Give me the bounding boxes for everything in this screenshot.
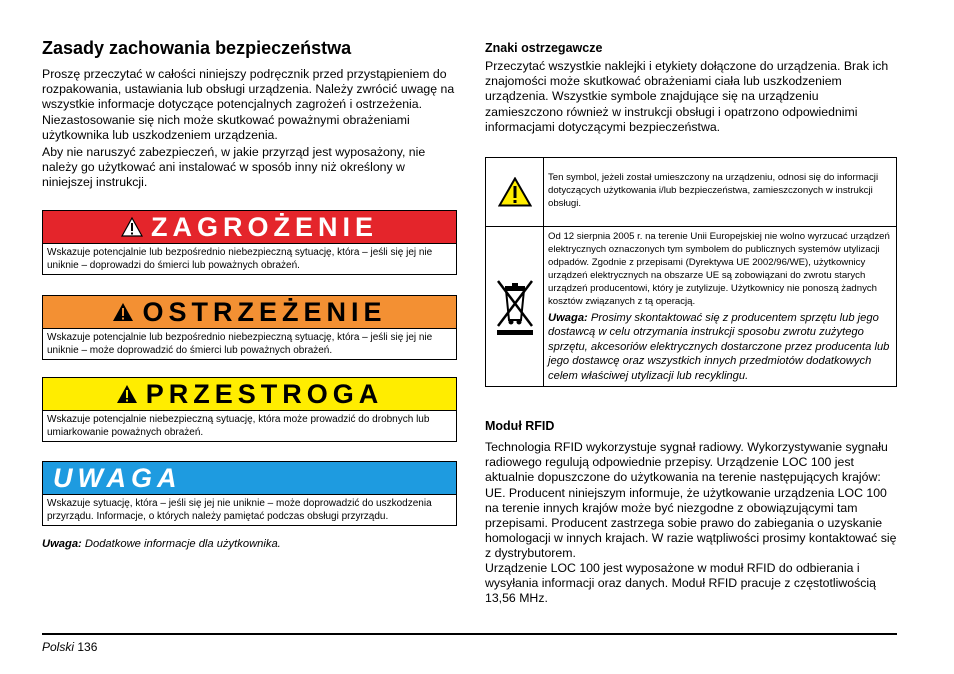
warning-header [43,296,456,329]
note-text: Dodatkowe informacje dla użytkownika. [81,538,281,550]
footer [42,640,97,654]
warning-icon [121,217,143,237]
weee-info [544,227,896,386]
note-label: Uwaga: [42,538,82,550]
danger-header [43,211,456,244]
danger-title: ZAGROŻENIE [150,211,378,242]
warning-icon [116,384,138,404]
weee-note-label: Uwaga: [548,312,588,324]
notice-text: Wskazuje sytuację, która – jeśli się jej nie uniknie – może doprowadzić do uszkodzenia przyrządu. Informacje, o których należy pamiętać podczas obsługi przyrządu. [47,498,432,522]
weee-note [548,311,891,383]
notice-title: UWAGA [53,462,182,493]
warning-box [42,295,457,360]
notice-header [43,462,456,495]
symbol-row [486,158,896,227]
caution-text: Wskazuje potencjalnie niebezpieczną sytuację, która może prowadzić do drobnych lub umiarkowanie poważnych obrażeń. [47,414,430,438]
footer-language: Polski [42,640,75,654]
caution-header [43,378,456,411]
page-number: 136 [77,640,98,654]
symbol-row [486,227,896,386]
symbol-text: Ten symbol, jeżeli został umieszczony na urządzeniu, odnosi się do informacji dotyczących użytkowania i/lub bezpieczeństwa, zamieszczonych w instrukcji obsługi. [548,172,879,209]
rfid-heading: Moduł RFID [485,419,555,433]
warning-icon [112,302,134,322]
intro-paragraph: Proszę przeczytać w całości niniejszy podręcznik przed przystąpieniem do rozpakowania, ustawiania lub obsługi urządzenia. Należy zwrócić uwagę na wszystkie informacje dotyczące potencjalnych zagrożeń i ostrzeżenia. Niezastosowanie się nich może skutkować poważnymi obrażeniami użytkownika lub uszkodzeniem urządzenia. [42,67,455,142]
weee-text: Od 12 sierpnia 2005 r. na terenie Unii Europejskiej nie wolno wyrzucać urządzeń elektrycznych oznaczonych tym symbolem do publicznych systemów utylizacji odpadów. Zgodnie z przepisami (Dyrektywa UE 2002/96/WE), użytkownicy urządzeń elektrycznych na obszarze UE są zobowiązani do zwrotu starych urządzeń producentowi, który je zutylizuje. Użytkownicy nie ponoszą żadnych kosztów związanych z tą operacją. [548,231,890,307]
symbol-table [485,157,897,387]
note-line [42,537,457,552]
caution-box [42,377,457,442]
warning-labels-heading: Znaki ostrzegawcze [485,41,603,55]
danger-text: Wskazuje potencjalnie lub bezpośrednio niebezpieczną sytuację, która – jeśli się jej nie uniknie – doprowadzi do śmierci lub poważnych obrażeń. [47,247,433,271]
notice-box [42,461,457,526]
rfid-frequency-paragraph: Urządzenie LOC 100 jest wyposażone w moduł RFID do odbierania i wysyłania informacji oraz danych. Moduł RFID pracuje z częstotliwością 13,56 MHz. [485,561,876,606]
section-heading: Zasady zachowania bezpieczeństwa [42,38,352,58]
warning-text: Wskazuje potencjalnie lub bezpośrednio niebezpieczną sytuację, która – jeśli się jej nie uniknie – może doprowadzić do śmierci lub poważnych obrażeń. [47,332,433,356]
warning-triangle-icon [486,158,544,226]
danger-box [42,210,457,275]
safety-paragraph: Aby nie naruszyć zabezpieczeń, w jakie przyrząd jest wyposażony, nie należy go użytkować ani instalować w sposób inny niż określony w niniejszej instrukcji. [42,145,426,190]
labels-paragraph: Przeczytać wszystkie naklejki i etykiety dołączone do urządzenia. Brak ich znajomości może skutkować obrażeniami ciała lub uszkodzeniem urządzenia. Wszystkie symbole znajdujące się na urządzeniu zamieszczono również w instrukcji obsługi i opatrzono odpowiednimi informacjami dotyczącymi bezpieczeństwa. [485,59,889,134]
caution-title: PRZESTROGA [145,378,384,409]
rfid-paragraph: Technologia RFID wykorzystuje sygnał radiowy. Wykorzystywanie sygnału radiowego regulują odpowiednie przepisy. Urządzenie LOC 100 jest aktualnie dopuszczone do użytkowania na terenie następujących krajów: UE. Producent niniejszym informuje, że użytkowanie urządzenia LOC 100 na terenie innych krajów może być niezgodne z obowiązującymi tam przepisami. Producent zastrzega sobie prawo do zabiegania o uzyskanie homologacji w innych krajach. W razie wątpliwości prosimy kontaktować się z dystrybutorem. [485,440,897,561]
footer-divider [42,633,897,635]
weee-note-text: Prosimy skontaktować się z producentem sprzętu lub jego dostawcą w celu otrzymania instrukcji sposobu zwrotu zużytego sprzętu, akcesoriów elektrycznych dostarczone przez producenta lub jego dostawcę oraz wszystkich innych przedmiotów dodatkowych celem właściwej utylizacji lub recyklingu. [548,312,890,382]
crossed-bin-icon [486,227,544,386]
warning-title: OSTRZEŻENIE [142,296,387,327]
